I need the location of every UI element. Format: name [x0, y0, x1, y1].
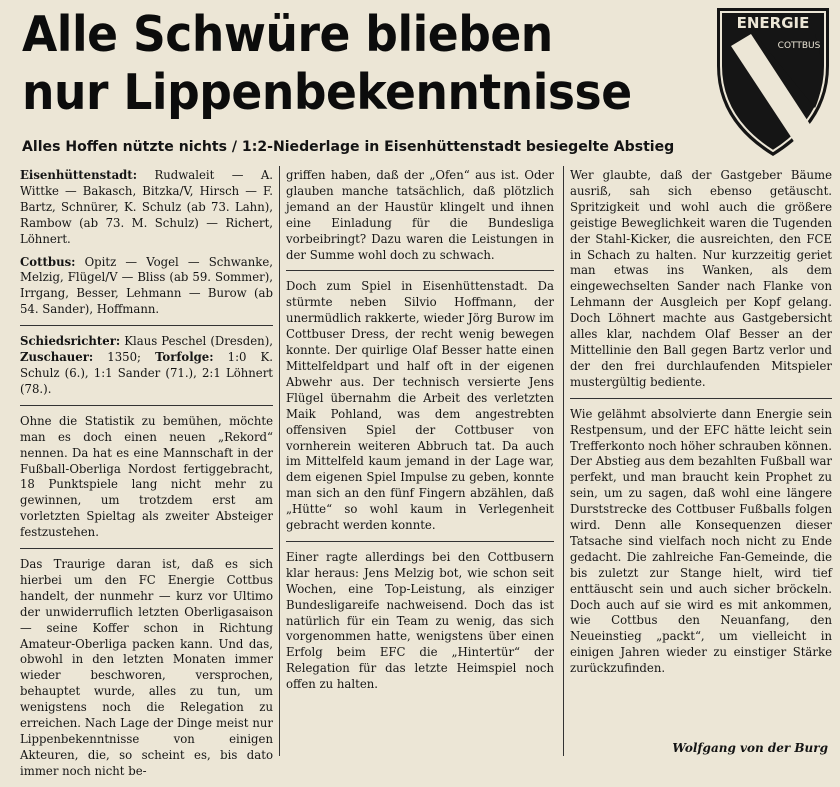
- paragraph: Wie gelähmt absolvierte dann Energie sein Restpensum, und der EFC hätte leicht sein Trefferkonto noch höher schrauben können. Der Abstieg aus dem bezahlten Fußball war perfekt, und man braucht kein Prophet zu sein, um zu sagen, daß wohl eine längere Durststrecke des Cottbuser Fußballs folgen wird. Denn alle Konsequenzen dieser Tatsache sind vielfach noch nicht zu Ende gedacht. Die zahlreiche Fan-Gemeinde, die bis zuletzt zur Stange hielt, wird tief enttäuscht sein und auch sicher bröckeln. Doch auch auf sie wird es mit ankommen, wie Cottbus den Neuanfang, den Neueinstieg „packt“, um vielleicht in einigen Jahren wieder zu einstiger Stärke zurückzufinden.: [570, 406, 832, 676]
- divider-line: [286, 541, 554, 542]
- divider-line: [20, 548, 273, 549]
- energie-cottbus-crest-logo: [711, 4, 835, 160]
- divider-line: [20, 325, 273, 326]
- headline: [22, 6, 664, 122]
- subheadline: Alles Hoffen nützte nichts / 1:2-Niederlage in Eisenhüttenstadt besiegelte Abstieg: [22, 139, 675, 155]
- column-divider-1: [279, 166, 280, 756]
- paragraph: Wer glaubte, daß der Gastgeber Bäume ausriß, sah sich ebenso getäuscht. Spritzigkeit und wohl auch die größere geistige Beweglichkeit waren die Tugenden der Stahl-Kicker, die ausreichten, den FCE in Schach zu halten. Nur kurzzeitig geriet man etwas ins Wanken, als dem eingewechselten Sander nach Flanke von Lehmann der Ausgleich per Kopf gelang. Doch Löhnert machte aus Gastgebersicht alles klar, nachdem Olaf Besser an der Mittellinie den Ball gegen Bartz verlor und der den frei durchlaufenden Mitspieler mustergültig bediente.: [570, 168, 832, 389]
- column-2: [286, 168, 554, 700]
- lineup-eisenhuettenstadt: Eisenhüttenstadt: Rudwaleit — A. Wittke — Bakasch, Bitzka/V, Hirsch — F. Bartz, Schnürer, K. Schulz (ab 73. Lahn), Rambow (ab 73. M. Schulz) — Richert, Löhnert.: [20, 168, 273, 246]
- match-facts: Schiedsrichter: Klaus Peschel (Dresden), Zuschauer: 1350; Torfolge: 1:0 K. Schulz (6.), 1:1 Sander (71.), 2:1 Löhnert (78.).: [20, 334, 273, 396]
- column-divider-2: [563, 166, 564, 756]
- column-3: [570, 168, 832, 684]
- paragraph: Ohne die Statistik zu bemühen, möchte man es doch einen neuen „Rekord“ nennen. Da hat es eine Mannschaft in der Fußball-Oberliga Nordost fertiggebracht, 18 Punktspiele lang nicht mehr zu gewinnen, um trotzdem erst am vorletzten Spieltag als zweiter Absteiger festzustehen.: [20, 413, 273, 540]
- paragraph: Einer ragte allerdings bei den Cottbusern klar heraus: Jens Melzig bot, wie schon seit Wochen, eine Top-Leistung, als einziger Bundesligareife nachweisend. Doch das ist natürlich für ein Team zu wenig, das sich vorgenommen hatte, wenigstens über einen Erfolg beim EFC die „Hintertür“ der Relegation für das letzte Heimspiel noch offen zu halten.: [286, 549, 554, 692]
- headline-line-2: nur Lippenbekenntnisse: [22, 64, 632, 121]
- paragraph: Doch zum Spiel in Eisenhüttenstadt. Da stürmte neben Silvio Hoffmann, der unermüdlich rakkerte, wieder Jörg Burow im Cottbuser Dress, der recht wenig bewegen konnte. Der quirlige Olaf Besser hatte einen Mittelfeldpart und half oft in der eigenen Abwehr aus. Der technisch versierte Jens Flügel übernahm die Arbeit des verletzten Maik Pohland, was dem angestrebten offensiven Spiel der Cottbuser von vornherein weiteren Abbruch tat. Da auch im Mittelfeld kaum jemand in der Lage war, dem eigenen Spiel Impulse zu geben, konnte man sich an den fünf Fingern abzählen, daß „Hütte“ so wohl kaum in Verlegenheit gebracht werden konnte.: [286, 279, 554, 533]
- lineup-cottbus: Cottbus: Opitz — Vogel — Schwanke, Melzig, Flügel/V — Bliss (ab 59. Sommer), Irrgang, Besser, Lehmann — Burow (ab 54. Sander), Hoffmann.: [20, 254, 273, 317]
- paragraph: griffen haben, daß der „Ofen“ aus ist. Oder glauben manche tatsächlich, daß plötzlich jemand an der Haustür klingelt und ihnen eine Einladung für die Bundesliga vorbeibringt? Dazu waren die Leistungen in der Summe wohl doch zu schwach.: [286, 168, 554, 262]
- divider-line: [286, 270, 554, 271]
- logo-text-cottbus: COTTBUS: [777, 41, 821, 51]
- divider-line: [20, 405, 273, 406]
- divider-line: [570, 398, 832, 399]
- headline-line-1: Alle Schwüre blieben: [22, 6, 553, 63]
- paragraph: Das Traurige daran ist, daß es sich hierbei um den FC Energie Cottbus handelt, der nunmehr — kurz vor Ultimo der unwiderruflich letzten Oberligasaison — seine Koffer schon in Richtung Amateur-Oberliga packen kann. Und das, obwohl in den letzten Monaten immer wieder beschworen, versprochen, behauptet wurde, alles zu tun, um wenigstens noch die Relegation zu erreichen. Nach Lage der Dinge meist nur Lippenbekenntnisse von einigen Akteuren, die, so scheint es, bis dato immer noch nicht be-: [20, 557, 273, 778]
- logo-text-energie: ENERGIE: [736, 14, 810, 32]
- author-byline: Wolfgang von der Burg: [672, 741, 828, 755]
- column-1: [20, 168, 273, 787]
